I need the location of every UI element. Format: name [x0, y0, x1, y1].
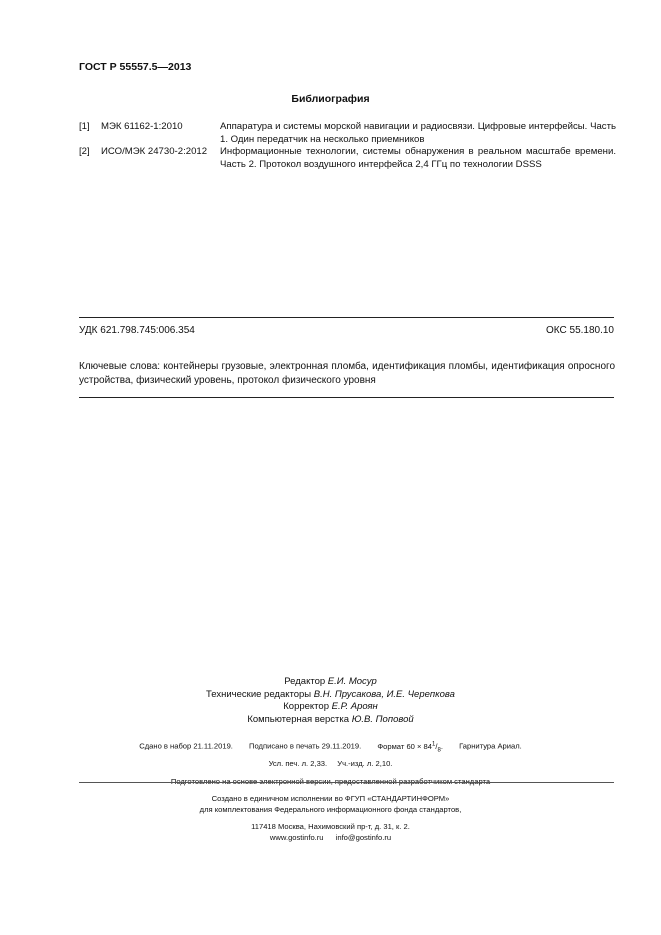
website-link[interactable]: www.gostinfo.ru — [269, 833, 324, 842]
typeface: Гарнитура Ариал. — [459, 741, 522, 751]
publisher-address: 117418 Москва, Нахимовский пр-т, д. 31, к. 2. — [251, 822, 410, 831]
prepared-note: Подготовлено на основе электронной версии, предоставленной разработчиком стандарта — [170, 777, 491, 787]
divider-top — [79, 317, 614, 318]
created-line-2: для комплектования Федерального информационного фонда стандартов, — [199, 805, 462, 814]
document-code: ГОСТ Р 55557.5—2013 — [79, 61, 192, 73]
format-prefix: Формат 60 × 84 — [377, 741, 432, 751]
divider-imprint — [79, 782, 614, 783]
format-denominator: 8 — [437, 747, 441, 754]
format: Формат $60 \times 84^1/_8$. — [377, 741, 443, 754]
print-pages: Усл. печ. л. 2,33. — [268, 759, 328, 769]
layout-label: Компьютерная верстка — [247, 713, 350, 725]
editor-line — [0, 676, 661, 689]
corrector-label: Корректор — [283, 701, 329, 712]
layout-name: Ю.В. Поповой — [351, 713, 414, 725]
entry-title: Информационные технологии, системы обнаружения в реальном масштабе времени. Часть 2. Протокол воздушного интерфейса 2,4 ГГц по технологии DSSS — [220, 146, 616, 170]
udk-code: УДК 621.798.745:006.354 — [79, 325, 195, 336]
bibliography-entry — [79, 121, 616, 147]
corrector-name: Е.Р. Ароян — [331, 701, 378, 712]
entry-number: [2] — [79, 146, 90, 157]
publisher-block — [0, 793, 661, 843]
entry-standard-code: МЭК 61162-1:2010 — [101, 121, 183, 132]
imprint-line-1 — [0, 739, 661, 756]
tech-editors-label: Технические редакторы — [206, 688, 312, 700]
signed-date: Подписано в печать 29.11.2019. — [249, 741, 362, 751]
credits-block — [0, 676, 661, 726]
contacts-line — [0, 832, 661, 843]
editor-name: Е.И. Мосур — [327, 676, 377, 687]
editor-label: Редактор — [284, 676, 326, 687]
submitted-date: Сдано в набор 21.11.2019. — [139, 741, 233, 751]
entry-title: Аппаратура и системы морской навигации и радиосвязи. Цифровые интерфейсы. Часть 1. Один передатчик на несколько приемников — [220, 121, 616, 145]
oks-code: ОКС 55.180.10 — [546, 325, 614, 336]
format-suffix: . — [440, 741, 443, 751]
bibliography-entry — [79, 146, 616, 172]
created-line-1: Создано в единичном исполнении во ФГУП «СТАНДАРТИНФОРМ» — [211, 794, 450, 803]
keywords: Ключевые слова: контейнеры грузовые, электронная пломба, идентификация пломбы, идентификация опросного устройства, физический уровень, протокол физического уровня — [79, 361, 615, 386]
tech-editors-line — [0, 689, 661, 702]
entry-standard-code: ИСО/МЭК 24730-2:2012 — [101, 146, 208, 157]
imprint-line-2 — [0, 758, 661, 769]
bibliography-title: Библиография — [291, 93, 370, 105]
divider-bottom — [79, 397, 614, 398]
layout-line — [0, 714, 661, 727]
imprint-block — [0, 739, 661, 787]
entry-number: [1] — [79, 121, 90, 132]
format-numerator: 1 — [432, 741, 436, 747]
tech-editors-names: В.Н. Прусакова, И.Е. Черепкова — [313, 688, 455, 700]
publication-pages: Уч.-изд. л. 2,10. — [337, 759, 393, 769]
email-link[interactable]: info@gostinfo.ru — [335, 833, 392, 842]
corrector-line — [0, 701, 661, 714]
